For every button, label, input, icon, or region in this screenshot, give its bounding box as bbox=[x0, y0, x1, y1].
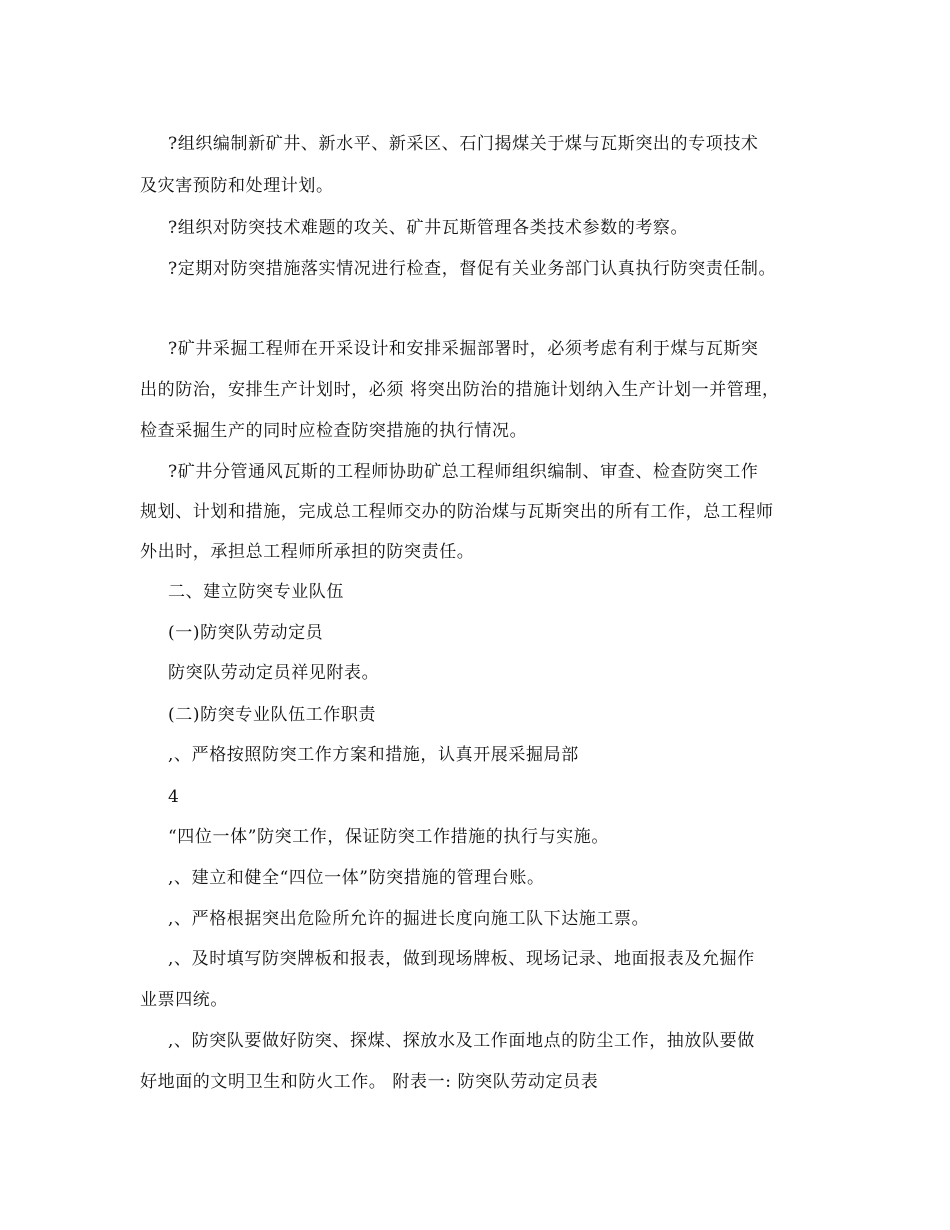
paragraph-line: 外出时，承担总工程师所承担的防突责任。 bbox=[140, 542, 475, 562]
paragraph-line: ?组织编制新矿井、新水平、新采区、石门揭煤关于煤与瓦斯突出的专项技术 bbox=[168, 134, 759, 154]
paragraph-line: ,、严格按照防突工作方案和措施，认真开展采掘局部 bbox=[168, 745, 579, 765]
section-heading: 二、建立防突专业队伍 bbox=[168, 582, 344, 602]
paragraph-line: ?定期对防突措施落实情况进行检查，督促有关业务部门认真执行防突责任制。 bbox=[168, 259, 777, 279]
paragraph-line: ,、防突队要做好防突、探煤、探放水及工作面地点的防尘工作，抽放队要做 bbox=[168, 1031, 755, 1051]
paragraph-line: 检查采掘生产的同时应检查防突措施的执行情况。 bbox=[140, 421, 528, 441]
subsection-heading: (二)防突专业队伍工作职责 bbox=[168, 705, 377, 725]
paragraph-line: 规划、计划和措施，完成总工程师交办的防治煤与瓦斯突出的所有工作，总工程师 bbox=[140, 502, 774, 522]
paragraph-line: ?矿井采掘工程师在开采设计和安排采掘部署时，必须考虑有利于煤与瓦斯突 bbox=[168, 339, 759, 359]
paragraph-line: 出的防治，安排生产计划时，必须 将突出防治的措施计划纳入生产计划一并管理， bbox=[140, 380, 780, 400]
paragraph-line: 业票四统。 bbox=[140, 990, 228, 1010]
paragraph-line: ,、严格根据突出危险所允许的掘进长度向施工队下达施工票。 bbox=[168, 909, 650, 929]
paragraph-line: ,、建立和健全“四位一体”防突措施的管理台账。 bbox=[168, 868, 545, 888]
paragraph-line: “四位一体”防突工作，保证防突工作措施的执行与实施。 bbox=[168, 827, 609, 847]
paragraph-line: ,、及时填写防突牌板和报表，做到现场牌板、现场记录、地面报表及允掘作 bbox=[168, 949, 755, 969]
paragraph-line: ?组织对防突技术难题的攻关、矿井瓦斯管理各类技术参数的考察。 bbox=[168, 218, 689, 238]
subsection-heading: (一)防突队劳动定员 bbox=[168, 623, 324, 643]
paragraph-line: 及灾害预防和处理计划。 bbox=[140, 176, 334, 196]
paragraph-line: ?矿井分管通风瓦斯的工程师协助矿总工程师组织编制、审查、检查防突工作 bbox=[168, 462, 759, 482]
page-number: 4 bbox=[168, 787, 180, 807]
paragraph-line: 防突队劳动定员祥见附表。 bbox=[168, 663, 380, 683]
paragraph-line: 好地面的文明卫生和防火工作。 附表一: 防突队劳动定员表 bbox=[140, 1072, 599, 1092]
